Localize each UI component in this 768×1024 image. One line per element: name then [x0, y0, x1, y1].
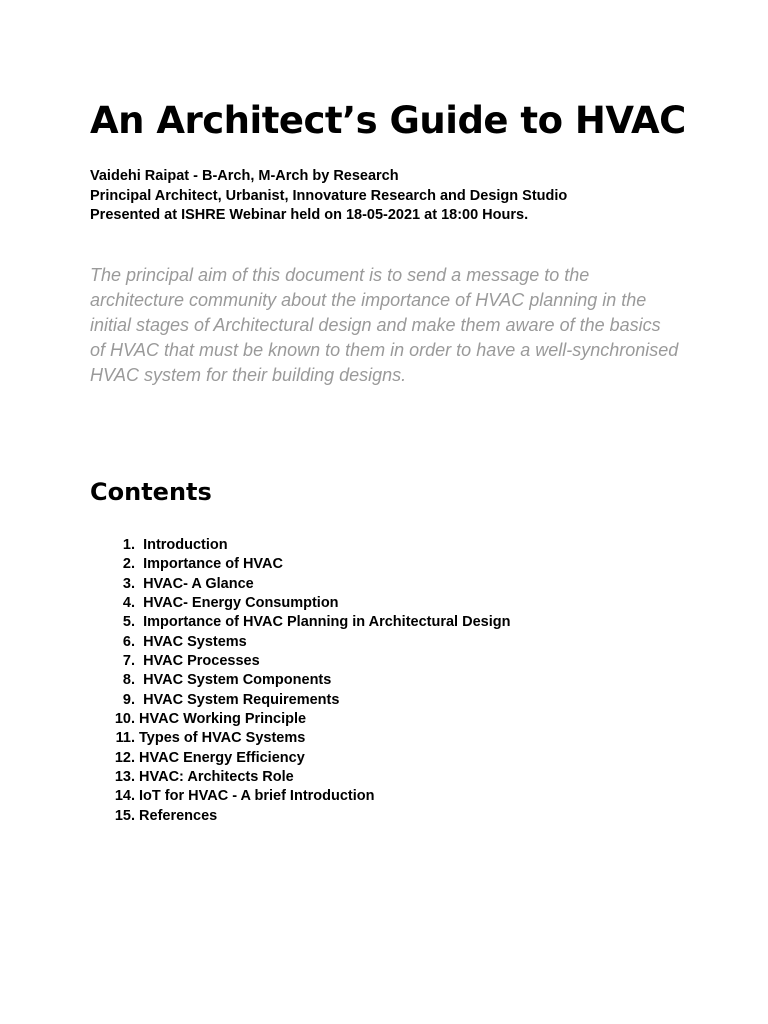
toc-item-number: 7.: [122, 653, 135, 670]
toc-item: [90, 710, 510, 729]
toc-item: [90, 633, 510, 652]
toc-item-label: HVAC Working Principle: [139, 711, 307, 728]
toc-item-label: Types of HVAC Systems: [139, 730, 306, 747]
document-title: An Architect’s Guide to HVAC: [90, 99, 686, 142]
author-line-name: Vaidehi Raipat - B-Arch, M-Arch by Research: [90, 168, 399, 184]
toc-item: [90, 671, 510, 690]
toc-item: [90, 613, 510, 632]
toc-item-number: 13.: [114, 769, 135, 786]
toc-item-label: HVAC Systems: [143, 633, 247, 650]
toc-item-label: References: [139, 807, 218, 824]
toc-item: [90, 594, 510, 613]
toc-item-label: HVAC System Requirements: [143, 691, 340, 708]
toc-item-number: 5.: [122, 614, 135, 631]
toc-item: [90, 729, 510, 748]
toc-item-label: HVAC Processes: [143, 653, 260, 670]
toc-item-label: Importance of HVAC Planning in Architectural Design: [143, 614, 511, 631]
toc-item-number: 8.: [122, 672, 135, 689]
toc-item: [90, 555, 510, 574]
toc-item: [90, 749, 510, 768]
toc-item-label: Importance of HVAC: [143, 556, 283, 573]
toc-item-label: HVAC- Energy Consumption: [143, 595, 339, 612]
toc-item: [90, 691, 510, 710]
toc-item-number: 14.: [114, 788, 135, 805]
toc-item: [90, 807, 510, 826]
toc-item-number: 6.: [122, 633, 135, 650]
abstract-paragraph: The principal aim of this document is to send a message to the architecture community about the importance of HVAC planning in the initial stages of Architectural design and make them aware of the basics of HVAC that must be known to them in order to have a well-synchronised HVAC system for their building designs.: [90, 265, 679, 385]
toc-item-number: 4.: [122, 595, 135, 612]
toc-item: [90, 536, 510, 555]
author-line-role: Principal Architect, Urbanist, Innovature Research and Design Studio: [90, 187, 568, 204]
table-of-contents: [90, 536, 510, 826]
toc-item: [90, 652, 510, 671]
toc-item-number: 3.: [122, 575, 135, 592]
toc-item-number: 2.: [122, 556, 135, 573]
toc-item-label: IoT for HVAC - A brief Introduction: [139, 788, 375, 805]
toc-item-number: 1.: [122, 537, 135, 553]
contents-heading: Contents: [90, 478, 212, 506]
toc-item-label: HVAC System Components: [143, 672, 332, 689]
toc-item-number: 12.: [114, 749, 135, 766]
toc-item-label: Introduction: [143, 537, 228, 553]
toc-item-label: HVAC- A Glance: [143, 575, 254, 592]
toc-item: [90, 575, 510, 594]
toc-item-label: HVAC: Architects Role: [139, 769, 294, 786]
toc-item: [90, 787, 510, 806]
toc-item-number: 11.: [115, 730, 135, 747]
toc-item-number: 10.: [114, 711, 135, 728]
toc-item: [90, 768, 510, 787]
toc-item-number: 9.: [122, 691, 135, 708]
author-line-presentation: Presented at ISHRE Webinar held on 18-05-2021 at 18:00 Hours.: [90, 207, 529, 223]
toc-item-label: HVAC Energy Efficiency: [139, 749, 305, 766]
author-block: [90, 167, 690, 226]
toc-item-number: 15.: [114, 807, 135, 824]
